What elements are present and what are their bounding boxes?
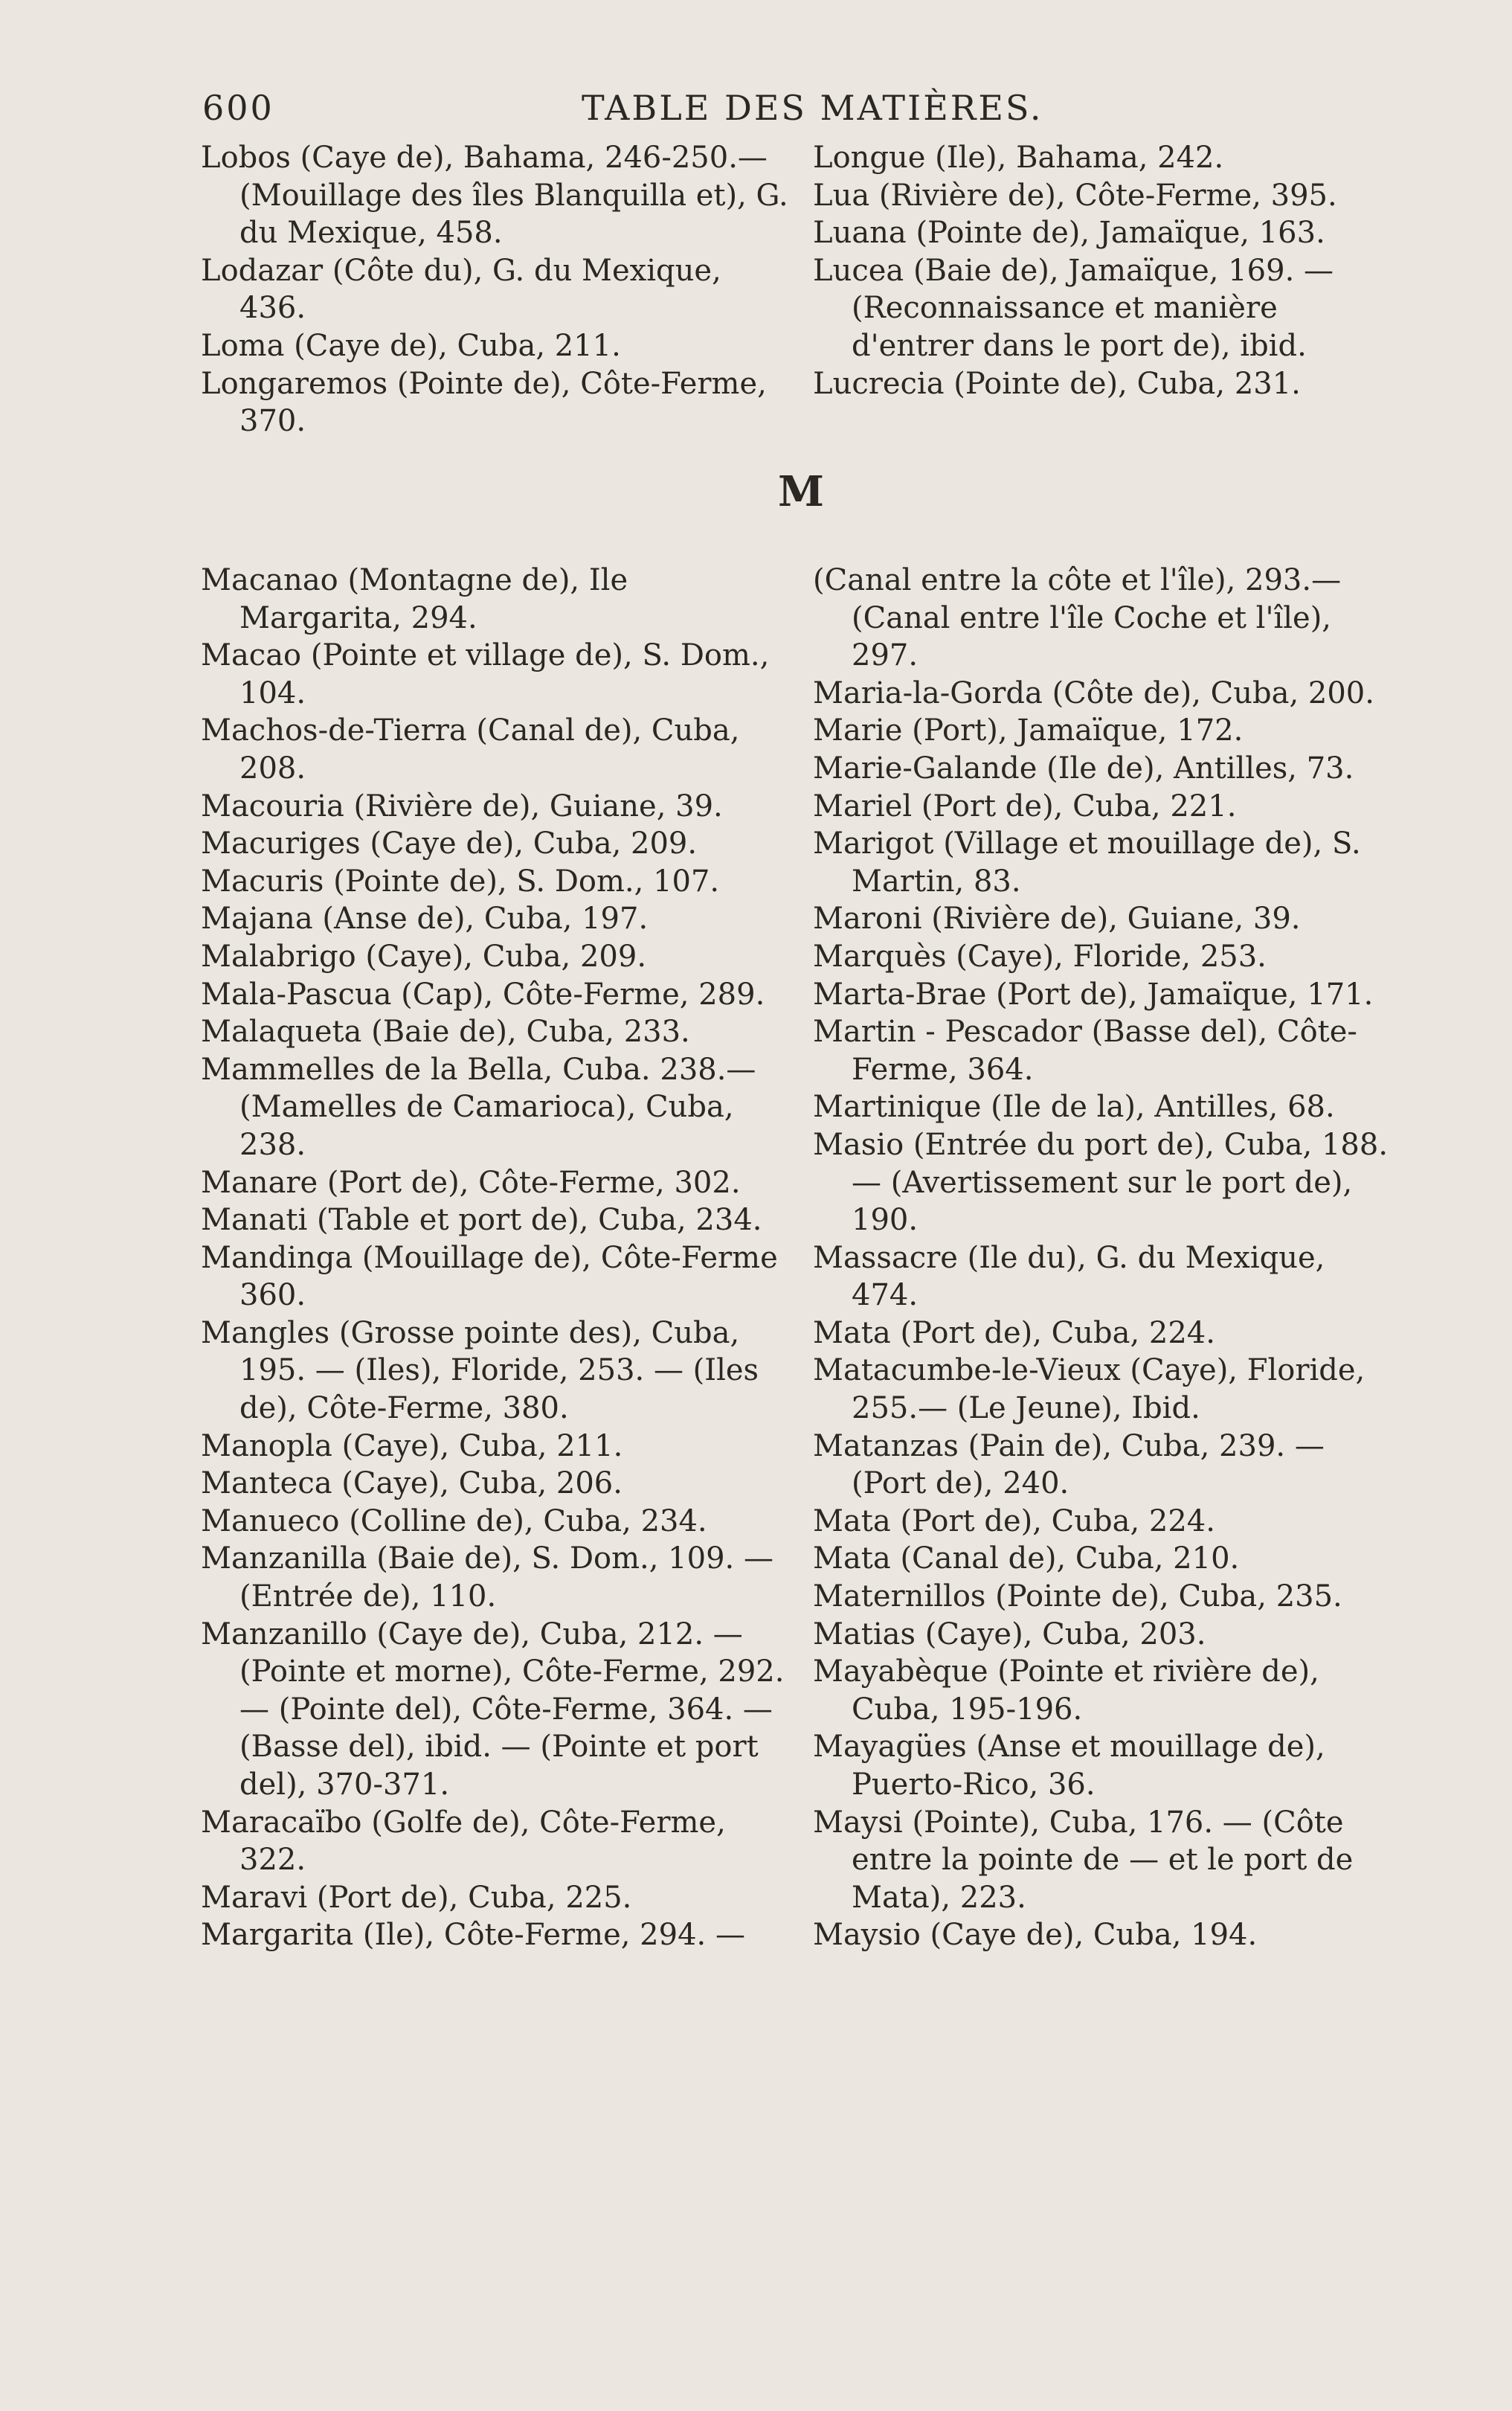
index-entry: Martin - Pescador (Basse del), Côte-Ferme, 364. — [813, 1015, 1357, 1087]
index-entry: Marquès (Caye), Floride, 253. — [813, 939, 1267, 974]
index-entry: Lodazar (Côte du), G. du Mexique, 436. — [201, 253, 721, 326]
index-entry: Lucrecia (Pointe de), Cuba, 231. — [813, 366, 1301, 401]
index-entry: Maria-la-Gorda (Côte de), Cuba, 200. — [813, 675, 1374, 710]
index-entry: Marie (Port), Jamaïque, 172. — [813, 713, 1244, 748]
index-entry: Macao (Pointe et village de), S. Dom., 104. — [201, 638, 770, 710]
index-entry: Matias (Caye), Cuba, 203. — [813, 1617, 1206, 1651]
index-entry: Machos-de-Tierra (Canal de), Cuba, 208. — [201, 713, 740, 786]
index-entry: Mandinga (Mouillage de), Côte-Ferme 360. — [201, 1240, 778, 1313]
m-left-column — [201, 562, 796, 1954]
index-entry: Maroni (Rivière de), Guiane, 39. — [813, 902, 1301, 937]
index-entry: Macuris (Pointe de), S. Dom., 107. — [201, 864, 720, 899]
index-entry: Mammelles de la Bella, Cuba. 238.— (Mamelles de Camarioca), Cuba, 238. — [201, 1052, 756, 1162]
index-entry: Maracaïbo (Golfe de), Côte-Ferme, 322. — [201, 1805, 726, 1878]
index-entry: Macouria (Rivière de), Guiane, 39. — [201, 789, 723, 824]
index-entry: Margarita (Ile), Côte-Ferme, 294. — — [201, 1918, 745, 1953]
index-entry: Manueco (Colline de), Cuba, 234. — [201, 1503, 707, 1538]
page-number: 600 — [202, 88, 274, 128]
index-entry: Malaqueta (Baie de), Cuba, 233. — [201, 1015, 690, 1050]
top-left-column — [201, 139, 796, 440]
index-entry: Majana (Anse de), Cuba, 197. — [201, 902, 649, 937]
index-entry: Mata (Port de), Cuba, 224. — [813, 1503, 1215, 1538]
index-entry: Matacumbe-le-Vieux (Caye), Floride, 255.— (Le Jeune), Ibid. — [813, 1353, 1365, 1426]
index-entry: Mayabèque (Pointe et rivière de), Cuba, 195-196. — [813, 1654, 1319, 1727]
index-entry: Mala-Pascua (Cap), Côte-Ferme, 289. — [201, 977, 765, 1012]
index-entry: Martinique (Ile de la), Antilles, 68. — [813, 1090, 1335, 1125]
running-title: TABLE DES MATIÈRES. — [582, 88, 1043, 128]
index-entry: Lua (Rivière de), Côte-Ferme, 395. — [813, 178, 1337, 213]
index-entry: Malabrigo (Caye), Cuba, 209. — [201, 939, 647, 974]
index-entry: Maravi (Port de), Cuba, 225. — [201, 1880, 632, 1915]
index-entry: Marta-Brae (Port de), Jamaïque, 171. — [813, 977, 1374, 1012]
index-entry: Manare (Port de), Côte-Ferme, 302. — [201, 1165, 741, 1200]
index-entry: Marigot (Village et mouillage de), S. Martin, 83. — [813, 826, 1361, 899]
index-entry: Manzanillo (Caye de), Cuba, 212. — (Pointe et morne), Côte-Ferme, 292. — (Pointe del), Côte-Ferme, 364. — (Basse del), ibid. — (Pointe et port del), 370-371. — [201, 1617, 785, 1802]
index-entry: Maysi (Pointe), Cuba, 176. — (Côte entre la pointe de — et le port de Mata), 223. — [813, 1805, 1354, 1915]
index-entry: Marie-Galande (Ile de), Antilles, 73. — [813, 751, 1354, 786]
index-entry: Massacre (Ile du), G. du Mexique, 474. — [813, 1240, 1325, 1313]
index-entry: (Canal entre la côte et l'île), 293.— (Canal entre l'île Coche et l'île), 297. — [813, 563, 1342, 673]
index-entry: Lobos (Caye de), Bahama, 246-250.— (Mouillage des îles Blanquilla et), G. du Mexique, 458. — [201, 141, 788, 251]
index-entry: Maternillos (Pointe de), Cuba, 235. — [813, 1579, 1342, 1614]
index-entry: Mata (Port de), Cuba, 224. — [813, 1315, 1215, 1350]
top-right-column — [813, 139, 1393, 402]
index-entry: Manteca (Caye), Cuba, 206. — [201, 1466, 623, 1501]
index-entry: Mata (Canal de), Cuba, 210. — [813, 1541, 1240, 1576]
index-entry: Matanzas (Pain de), Cuba, 239. — (Port de), 240. — [813, 1428, 1325, 1501]
index-entry: Macuriges (Caye de), Cuba, 209. — [201, 826, 698, 861]
index-entry: Mayagües (Anse et mouillage de), Puerto-Rico, 36. — [813, 1730, 1325, 1802]
m-right-column — [813, 562, 1393, 1954]
index-entry: Mariel (Port de), Cuba, 221. — [813, 789, 1237, 824]
index-entry: Loma (Caye de), Cuba, 211. — [201, 328, 621, 363]
index-entry: Maysio (Caye de), Cuba, 194. — [813, 1918, 1258, 1953]
index-entry: Mangles (Grosse pointe des), Cuba, 195. — (Iles), Floride, 253. — (Iles de), Côte-Ferme, 380. — [201, 1315, 759, 1426]
index-entry: Luana (Pointe de), Jamaïque, 163. — [813, 216, 1325, 251]
index-entry: Longue (Ile), Bahama, 242. — [813, 141, 1224, 175]
index-entry: Manopla (Caye), Cuba, 211. — [201, 1428, 623, 1463]
index-entry: Masio (Entrée du port de), Cuba, 188. — (Avertissement sur le port de), 190. — [813, 1127, 1389, 1238]
index-entry: Macanao (Montagne de), Ile Margarita, 294. — [201, 563, 628, 635]
section-letter: M — [778, 467, 824, 516]
index-entry: Lucea (Baie de), Jamaïque, 169. — (Reconnaissance et manière d'entrer dans le port de), ibid. — [813, 253, 1334, 363]
index-entry: Manati (Table et port de), Cuba, 234. — [201, 1203, 762, 1238]
index-entry: Manzanilla (Baie de), S. Dom., 109. — (Entrée de), 110. — [201, 1541, 773, 1614]
index-entry: Longaremos (Pointe de), Côte-Ferme, 370. — [201, 366, 767, 439]
